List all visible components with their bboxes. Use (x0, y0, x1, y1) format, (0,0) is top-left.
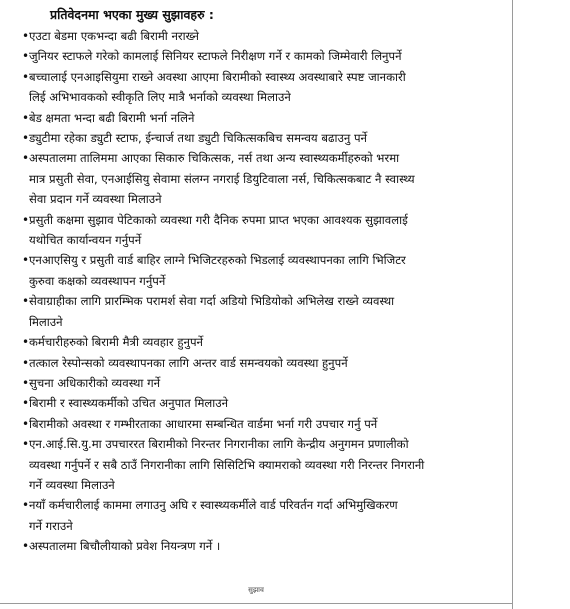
list-item (22, 46, 462, 66)
list-item-text (29, 495, 462, 536)
text-line: बिरामी र स्वास्थ्यकर्मीको उचित अनुपात मिलाउने (29, 396, 229, 411)
page-edge-bottom (0, 603, 512, 604)
list-item (22, 353, 462, 373)
bullet-icon: • (22, 49, 30, 64)
text-line: एन.आई.सि.यु.मा उपचाररत बिरामीको निरन्तर निगरानीका लागि केन्द्रीय अनुगमन प्रणालीको (29, 437, 409, 452)
list-item-text (29, 291, 462, 332)
text-line: अस्पतालमा तालिममा आएका सिकारु चिकित्सक, नर्स तथा अन्य स्वास्थ्यकर्मीहरुको भरमा (29, 151, 400, 166)
list-item (22, 67, 462, 108)
text-line: मिलाउने (29, 314, 63, 329)
list-item (22, 434, 462, 495)
list-item-text (29, 332, 462, 352)
list-item (22, 108, 462, 128)
text-line: मात्र प्रसुती सेवा, एनआईसियु सेवामा संलग्न नगराई डियुटिवाला नर्स, चिकित्सकबाट नै स्वास्थ्य (29, 171, 415, 186)
list-item-text (29, 250, 462, 291)
bullet-icon: • (22, 131, 30, 146)
list-item-text (29, 434, 462, 495)
text-line: व्यवस्था गर्नुपर्ने र सबै ठाउँ निगरानीका लागि सिसिटिभि क्यामराको व्यवस्था गरी निरन्तर निगरानी (29, 457, 425, 472)
list-item (22, 393, 462, 413)
list-item (22, 332, 462, 352)
list-item-text (29, 393, 462, 413)
bullet-icon: • (22, 253, 30, 268)
bullet-icon: • (22, 69, 30, 84)
bullet-icon: • (22, 151, 30, 166)
bullet-icon: • (22, 29, 30, 43)
text-line: एउटा बेडमा एकभन्दा बढी बिरामी नराख्ने (29, 29, 199, 43)
text-line: ड्युटीमा रहेका ड्युटी स्टाफ, ईन्चार्ज तथा ड्युटी चिकित्सकबिच समन्वय बढाउनु पर्ने (29, 131, 367, 146)
bullet-icon: • (22, 375, 30, 390)
list-item (22, 26, 462, 46)
text-line: कर्मचारीहरुको बिरामी मैत्री व्यवहार हुनुपर्ने (29, 335, 203, 350)
text-line: बिरामीको अवस्था र गम्भीरताका आधारमा सम्बन्धित वार्डमा भर्ना गरी उपचार गर्नु पर्ने (29, 416, 378, 431)
bullet-icon: • (22, 212, 30, 227)
page-footer: सुझाव (248, 586, 264, 594)
text-line: लिई अभिभावकको स्वीकृति लिए मात्रै भर्नाको व्यवस्था मिलाउने (29, 90, 291, 105)
list-item-text (29, 210, 462, 251)
text-line: जुनियर स्टाफले गरेको कामलाई सिनियर स्टाफले निरीक्षण गर्ने र कामको जिम्मेवारी लिनुपर्ने (29, 49, 402, 64)
list-item (22, 250, 462, 291)
list-item-text (29, 148, 462, 209)
bullet-icon: • (22, 437, 30, 452)
list-item-text (29, 414, 462, 434)
text-line: एनआएसियु र प्रसुती वार्ड बाहिर लाग्ने भिजिटरहरुको भिडलाई व्यवस्थापनका लागि भिजिटर (29, 253, 406, 268)
list-item-text (29, 536, 462, 556)
list-item (22, 210, 462, 251)
text-line: सेवाग्राहीका लागि प्रारम्भिक परामर्श सेवा गर्दा अडियो भिडियोको अभिलेख राख्ने व्यवस्था (29, 294, 395, 309)
list-item (22, 536, 462, 556)
list-item (22, 414, 462, 434)
text-line: सुचना अधिकारीको व्यवस्था गर्ने (29, 375, 161, 390)
list-item-text (29, 128, 462, 148)
list-item-text (29, 46, 462, 66)
text-line: नयाँ कर्मचारीलाई काममा लगाउनु अघि र स्वास्थ्यकर्मीले वार्ड परिवर्तन गर्दा अभिमुखिकरण (29, 498, 398, 513)
list-item-text (29, 373, 462, 393)
list-item (22, 148, 462, 209)
list-item-text (29, 108, 462, 128)
bullet-icon: • (22, 539, 30, 554)
text-line: बेड क्षमता भन्दा बढी बिरामी भर्ना नलिने (29, 110, 195, 125)
text-line: गर्ने गराउने (29, 518, 73, 533)
list-item-text (29, 26, 462, 46)
text-line: अस्पतालमा बिचौलीयाको प्रवेश नियन्त्रण गर्ने । (29, 539, 221, 554)
text-line: गर्ने व्यवस्था मिलाउने (29, 477, 115, 492)
list-item (22, 291, 462, 332)
list-item (22, 495, 462, 536)
list-item-text (29, 353, 462, 373)
text-line: कुरुवा कक्षको व्यवस्थापन गर्नुपर्ने (29, 273, 166, 288)
bullet-icon: • (22, 355, 30, 370)
bullet-icon: • (22, 335, 30, 350)
bullet-icon: • (22, 498, 30, 513)
text-line: सेवा प्रदान गर्ने व्यवस्था मिलाउने (29, 192, 162, 207)
page-edge-right (512, 0, 513, 609)
bullet-icon: • (22, 416, 30, 431)
list-item (22, 128, 462, 148)
bullet-icon: • (22, 396, 30, 411)
text-line: तत्काल रेस्पोन्सको व्यवस्थापनका लागि अन्तर वार्ड समन्वयको व्यवस्था हुनुपर्ने (29, 355, 348, 370)
list-item-text (29, 67, 462, 108)
bullet-icon: • (22, 110, 30, 125)
text-line: यथोचित कार्यान्वयन गर्नुपर्ने (29, 233, 142, 248)
list-item (22, 373, 462, 393)
recommendation-list (22, 26, 462, 557)
text-line: बच्चालाई एनआइसियुमा राख्ने अवस्था आएमा बिरामीको स्वास्थ्य अवस्थाबारे स्पष्ट जानकारी (29, 69, 406, 84)
bullet-icon: • (22, 294, 30, 309)
text-line: प्रसुती कक्षमा सुझाव पेटिकाको व्यवस्था गरी दैनिक रुपमा प्राप्त भएका आवश्यक सुझावलाई (29, 212, 408, 227)
section-heading: प्रतिवेदनमा भएका मुख्य सुझावहरु : (50, 7, 214, 22)
